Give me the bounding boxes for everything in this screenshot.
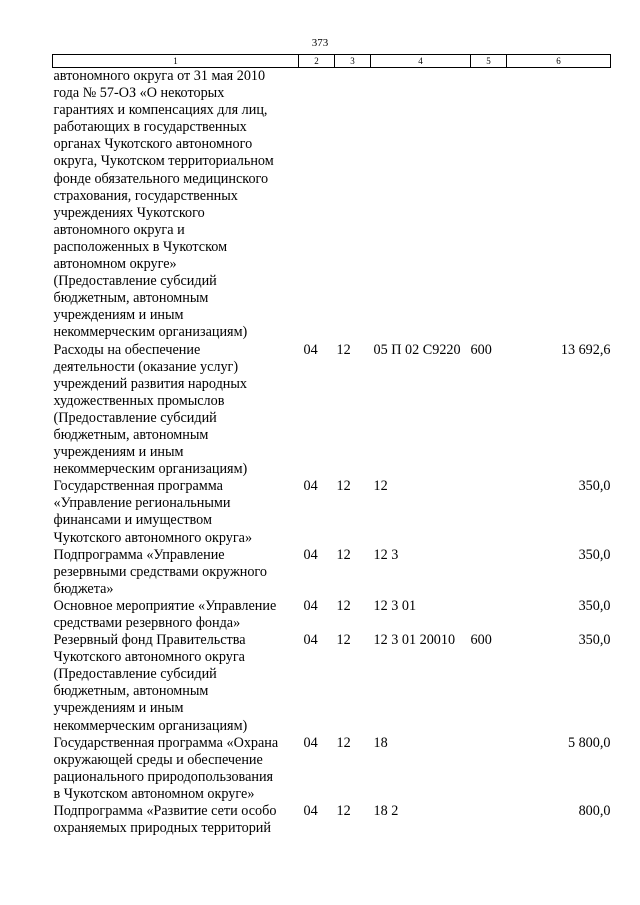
row-target-article: 18 (373, 734, 388, 751)
page-number: 373 (311, 37, 329, 49)
row-description: Резервный фонд Правительства Чукотского автономного округа (Предоставление субсидий бюджетным, автономным учреждениям и иным некоммерческим организациям) (53, 632, 248, 734)
row-description: Государственная программа «Управление региональными финансами и имуществом Чукотского автономного округа» (53, 478, 253, 546)
row-amount: 800,0 (578, 803, 611, 820)
row-target-article: 12 3 01 (373, 597, 417, 614)
row-description: Подпрограмма «Управление резервными средствами окружного бюджета» (53, 546, 267, 597)
row-section-code: 04 (303, 597, 318, 614)
row-expense-kind (471, 547, 507, 598)
row-amount: 350,0 (578, 632, 611, 649)
row-target-article: 12 3 (373, 546, 399, 563)
row-amount: 350,0 (578, 597, 611, 614)
row-expense-kind: 600 (470, 341, 492, 358)
table-row (53, 342, 611, 479)
row-amount: 350,0 (578, 478, 611, 495)
row-amount: 5 800,0 (567, 734, 611, 751)
row-section-code: 04 (303, 803, 318, 820)
row-description: Государственная программа «Охрана окружающей среды и обеспечение рационального природопользования в Чукотском автономном округе» (53, 734, 279, 802)
table-row (53, 598, 611, 632)
column-number-header-row (53, 55, 611, 68)
column-number-6: 6 (507, 55, 611, 68)
row-expense-kind (471, 478, 507, 546)
row-amount: 350,0 (578, 546, 611, 563)
row-expense-kind (471, 68, 507, 342)
row-subsection-code: 12 (336, 341, 351, 358)
row-section-code: 04 (303, 478, 318, 495)
column-number-2: 2 (299, 55, 335, 68)
table-row (53, 632, 611, 735)
row-target-article: 12 (373, 478, 388, 495)
row-description: Основное мероприятие «Управление средствами резервного фонда» (53, 597, 277, 631)
row-amount: 13 692,6 (560, 341, 611, 358)
row-target-article: 18 2 (373, 803, 399, 820)
column-number-4: 4 (371, 55, 471, 68)
row-target-article (371, 68, 471, 342)
row-subsection-code: 12 (336, 478, 351, 495)
row-expense-kind (471, 598, 507, 632)
column-number-5: 5 (471, 55, 507, 68)
row-subsection-code: 12 (336, 597, 351, 614)
table-row (53, 735, 611, 803)
row-target-article: 12 3 01 20010 (373, 632, 456, 649)
column-number-1: 1 (53, 55, 299, 68)
row-section-code: 04 (303, 546, 318, 563)
budget-table (52, 54, 611, 837)
row-subsection-code: 12 (336, 803, 351, 820)
row-description: Расходы на обеспечение деятельности (оказание услуг) учреждений развития народных художественных промыслов (Предоставление субсидий бюджетным, автономным учреждениям и иным некоммерческим организациям) (53, 341, 248, 478)
row-expense-kind (471, 735, 507, 803)
table-row (53, 547, 611, 598)
row-subsection-code: 12 (336, 632, 351, 649)
row-subsection-code: 12 (336, 734, 351, 751)
row-amount (507, 68, 611, 342)
row-subsection-code (335, 68, 371, 342)
table-row (53, 68, 611, 342)
row-description: Подпрограмма «Развитие сети особо охраняемых природных территорий (53, 803, 277, 837)
row-expense-kind (471, 803, 507, 837)
table-row (53, 478, 611, 546)
row-target-article: 05 П 02 С9220 (373, 341, 461, 358)
column-number-3: 3 (335, 55, 371, 68)
row-expense-kind: 600 (470, 632, 492, 649)
row-section-code (299, 68, 335, 342)
row-section-code: 04 (303, 632, 318, 649)
row-subsection-code: 12 (336, 546, 351, 563)
row-section-code: 04 (303, 341, 318, 358)
table-row (53, 803, 611, 837)
row-section-code: 04 (303, 734, 318, 751)
row-description: автономного округа от 31 мая 2010 года № 57-ОЗ «О некоторых гарантиях и компенсациях для лиц, работающих в государственных органах Чукотского автономного округа, Чукотском территориальном фонде обязательного медицинского страхования, государственных учреждениях Чукотского автономного округа и расположенных в Чукотском автономном округе» (Предоставление субсидий бюджетным, автономным учреждениям и иным некоммерческим организациям) (53, 68, 274, 341)
